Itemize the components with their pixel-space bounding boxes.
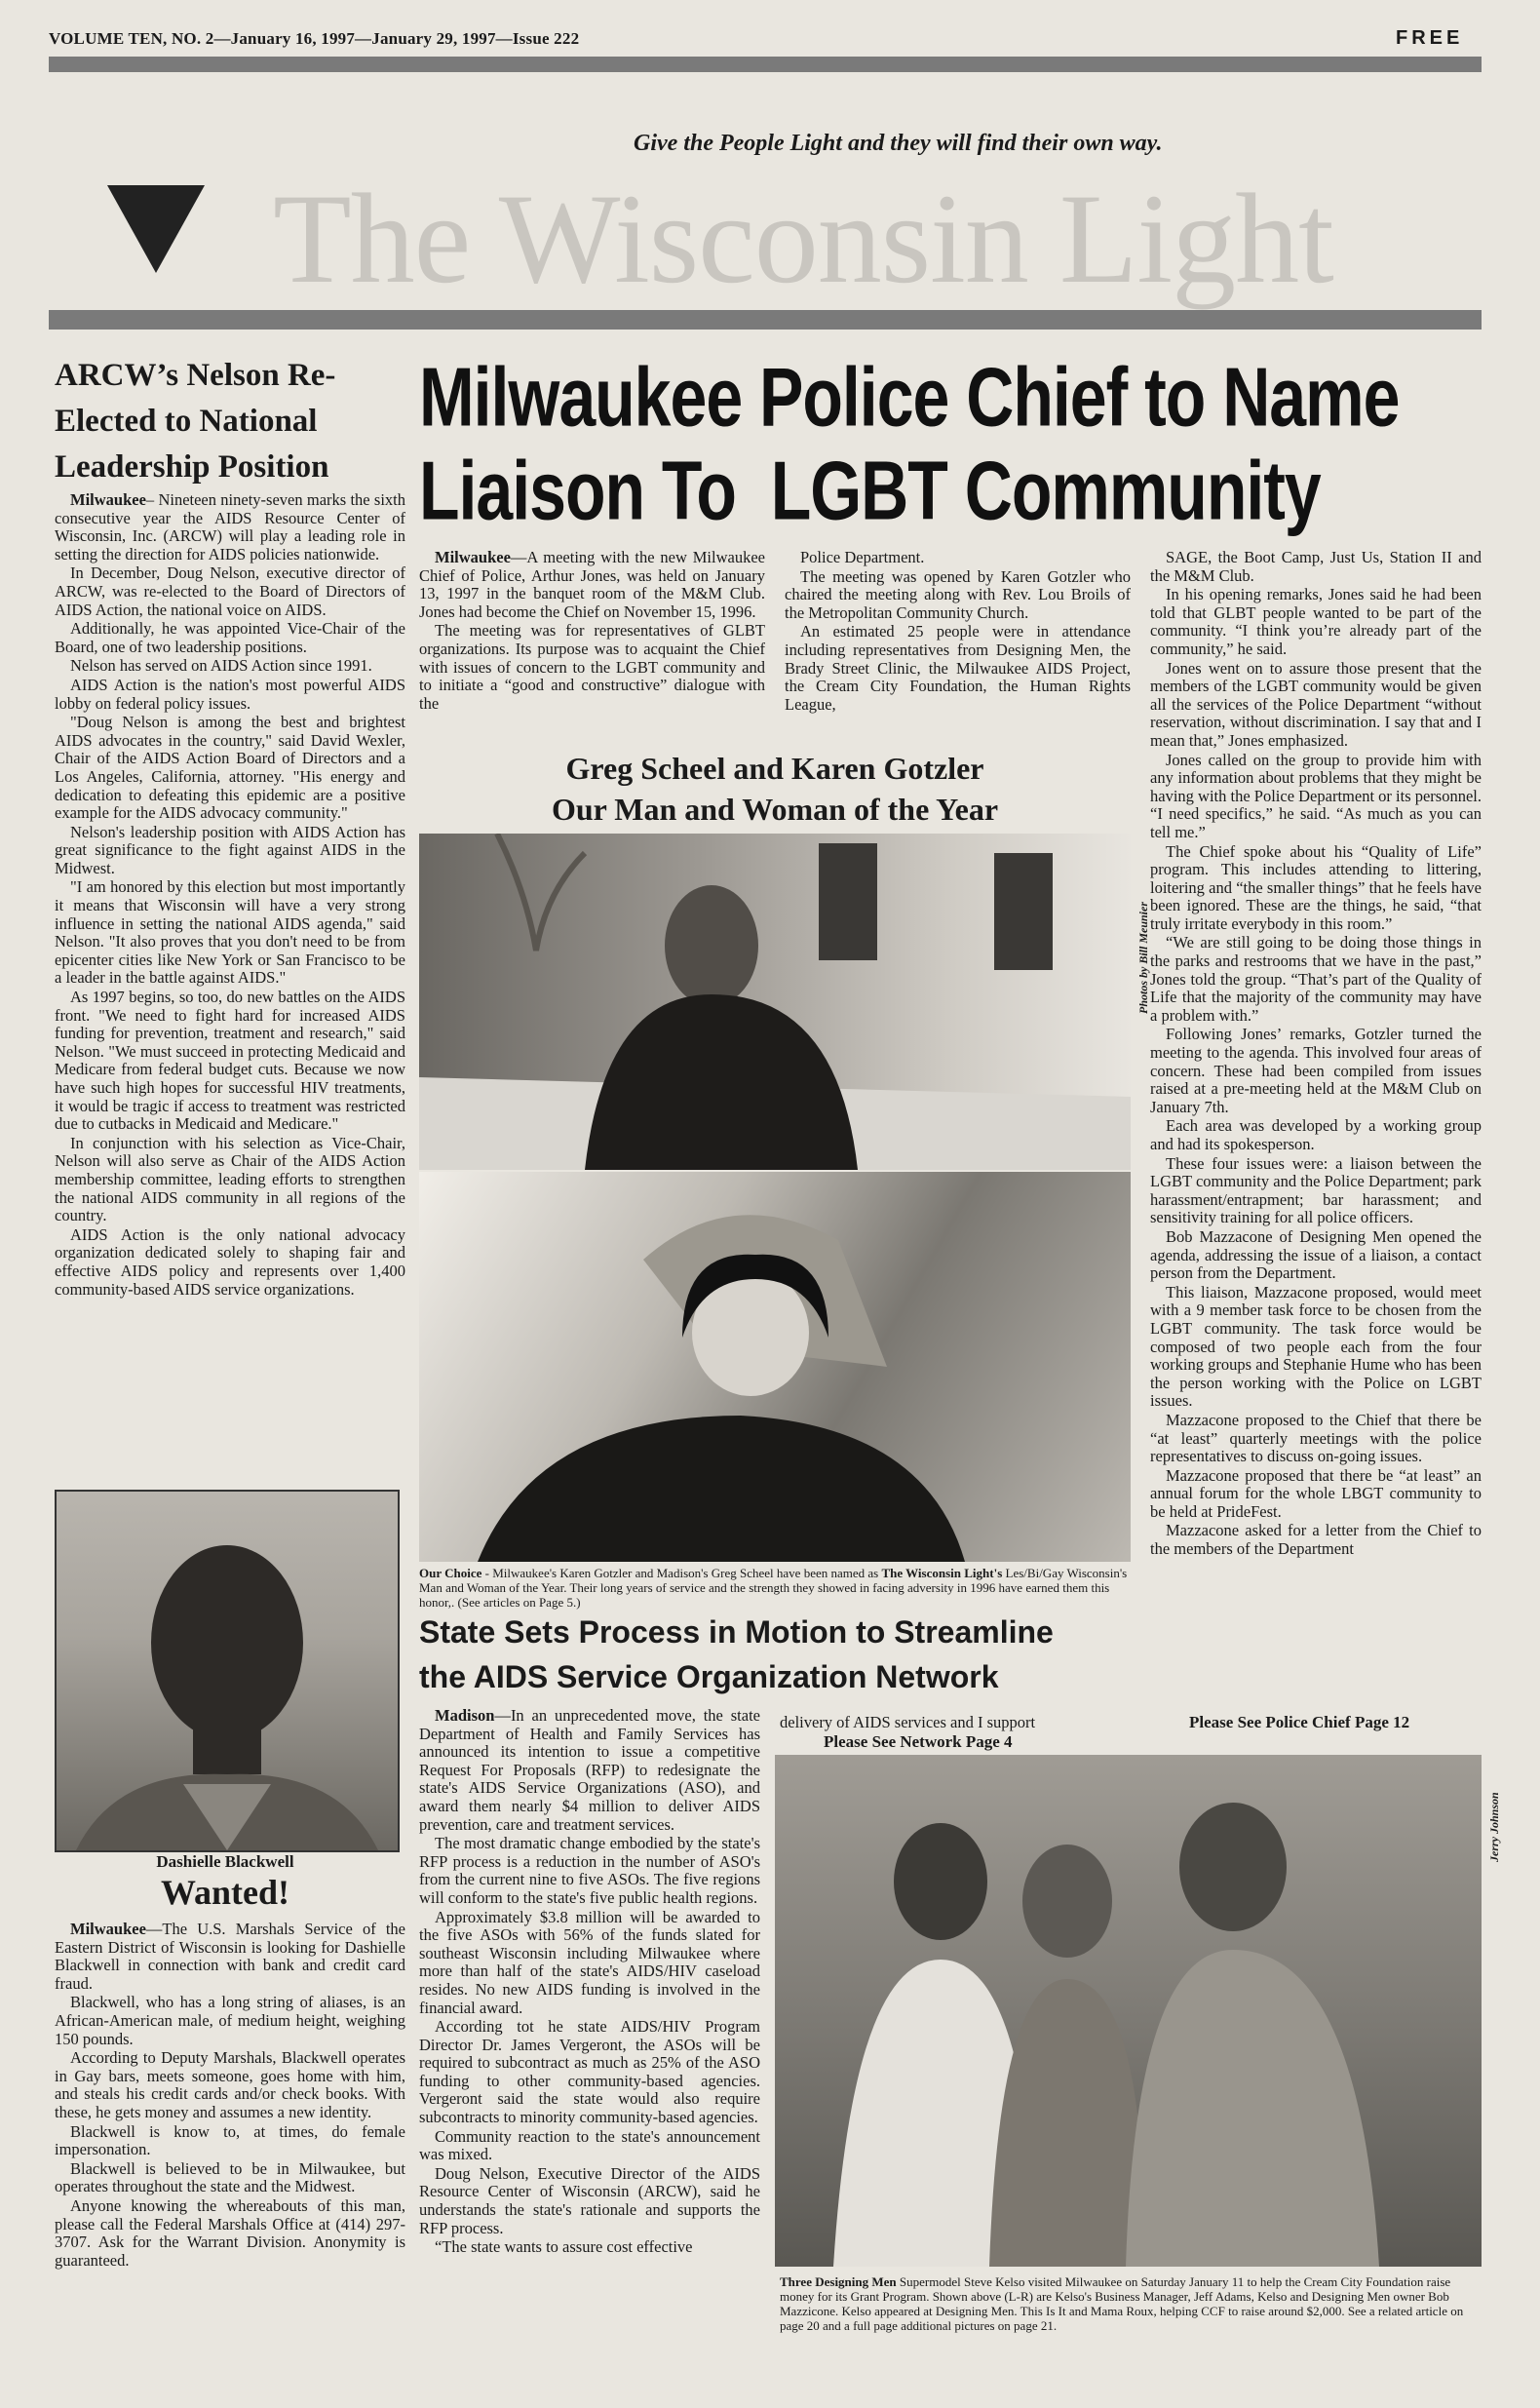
wanted-paragraph: Blackwell, who has a long string of aliases, is an African-American male, of medium height, weighing 150 pounds.	[55, 1993, 405, 2048]
price-label: FREE	[1396, 27, 1464, 49]
feature-caption: Our Choice - Milwaukee's Karen Gotzler and Madison's Greg Scheel have been named as The Wisconsin Light's Les/Bi/Gay Wisconsin's Man and Woman of the Year. Their long years of service and the strength they showed in facing adversity in 1996 have earned them this honor,. (See articles on Page 5.)	[419, 1566, 1128, 1610]
police-story-paragraph: Jones went on to assure those present that the members of the LGBT community would be given all the services of the Police Department “without reservation, without discrimination. I say that and I mean that,” Jones emphasized.	[1150, 658, 1482, 750]
feature-headline-line-2: Our Man and Woman of the Year	[551, 792, 999, 827]
police-chief-continued-link[interactable]: Please See Police Chief Page 12	[1189, 1713, 1410, 1731]
designing-men-caption: Three Designing Men Supermodel Steve Kelso visited Milwaukee on Saturday January 11 to help the Cream City Foundation raise money for its Grant Program. Shown above (L-R) are Kelso's Business Manager, Jeff Adams, Kelso and Designing Men owner Bob Mazzicone. Kelso appeared at Designing Men. This Is It and Mama Roux, helping CCF to raise around $2,000. See a related article on page 20 and a full page additional pictures on page 21.	[780, 2274, 1464, 2333]
police-story-paragraph: The meeting was opened by Karen Gotzler who chaired the meeting along with Rev. Lou Broils of the Metropolitan Community Church.	[785, 566, 1131, 622]
main-headline-line-2: Liaison To LGBT Community	[419, 445, 1321, 538]
wanted-paragraph: Anyone knowing the whereabouts of this man, please call the Federal Marshals Office at (414) 297-3707. Ask for the Warrant Division. Anonymity is guaranteed.	[55, 2195, 405, 2270]
police-story-paragraph: “We are still going to be doing those things in the parks and restrooms that we have in the past,” Jones told the group. “That’s part of the Quality of Life that the majority of the community may have a problem with.”	[1150, 933, 1482, 1025]
state-story-paragraph: Doug Nelson, Executive Director of the AIDS Resource Center of Wisconsin (ARCW), said he understands the state's rationale and supports the RFP process.	[419, 2163, 760, 2237]
state-story-col-1	[419, 1707, 760, 2389]
wanted-headline: Wanted!	[160, 1873, 289, 1912]
police-story-paragraph: Mazzacone proposed that there be “at least” an annual forum for the whole LBGT community to be held at PrideFest.	[1150, 1465, 1482, 1521]
greg-scheel-photo	[419, 834, 1131, 1170]
wanted-photo-caption: Dashielle Blackwell	[156, 1852, 294, 1871]
masthead-top-bar	[49, 57, 1482, 72]
arcw-headline: ARCW’s Nelson Re-Elected to National Leadership Position	[55, 358, 336, 485]
network-continued-link[interactable]: Please See Network Page 4	[824, 1732, 1013, 1751]
state-story-paragraph: Approximately $3.8 million will be awarded to the five ASOs with 56% of the funds slated for southeast Wisconsin including Milwaukee where more than half of the state's AIDS/HIV caseload resides. No new AIDS funding is involved in the financial award.	[419, 1907, 760, 2017]
wanted-paragraph: Blackwell is believed to be in Milwaukee, but operates throughout the state and the Midwest.	[55, 2158, 405, 2196]
police-story-paragraph: Police Department.	[800, 549, 925, 566]
police-story-col-3	[1150, 549, 1482, 1699]
wanted-body	[55, 1921, 405, 2379]
state-story-col-2: delivery of AIDS services and I support	[780, 1713, 1036, 1731]
newspaper-title: The Wisconsin Light	[273, 167, 1333, 310]
police-story-col-1	[419, 549, 765, 761]
police-story-paragraph: In his opening remarks, Jones said he had been told that GLBT people wanted to be part of the community. “I think you’re already part of the community,” he said.	[1150, 585, 1482, 658]
police-story-paragraph: These four issues were: a liaison between the LGBT community and the Police Department; park harassment/entrapment; bar harassment; and sensitivity training for all police officers.	[1150, 1153, 1482, 1227]
arcw-paragraph: As 1997 begins, so too, do new battles on the AIDS front. "We need to fight hard for increased AIDS funding for prevention, treatment and research," said Nelson. "We must succeed in protecting Medicaid and Medicare from federal budget cuts. Because we now have such high hopes for successful HIV treatments, it would be tragic if access to treatment was restricted due to cutbacks in Medicaid and Medicare."	[55, 988, 405, 1134]
triangle-logo-icon	[107, 185, 205, 273]
arcw-paragraph: In conjunction with his selection as Vice-Chair, Nelson will also serve as Chair of the AIDS Action membership committee, leading efforts to strengthen the national AIDS community in all regions of the country.	[55, 1133, 405, 1225]
police-story-paragraph: Bob Mazzacone of Designing Men opened the agenda, addressing the issue of a liaison, a contact person from the Department.	[1150, 1226, 1482, 1283]
state-story-paragraph: Community reaction to the state's announcement was mixed.	[419, 2126, 760, 2164]
police-story-paragraph: The meeting was for representatives of GLBT organizations. Its purpose was to acquaint the Chief with issues of concern to the LGBT community and to initiate a “good and constructive” dialogue with the	[419, 621, 765, 713]
designing-men-photo	[775, 1755, 1482, 2267]
police-story-col-2	[785, 549, 1131, 761]
main-headline-line-1: Milwaukee Police Chief to Name	[419, 351, 1400, 445]
arcw-paragraph: AIDS Action is the only national advocacy organization dedicated solely to shaping fair and effective AIDS policy and represents over 1,400 community-based AIDS service organizations.	[55, 1224, 405, 1299]
arcw-paragraph: Nelson's leadership position with AIDS Action has great significance to the fight against AIDS in the Midwest.	[55, 822, 405, 877]
police-story-paragraph: Mazzacone proposed to the Chief that there be “at least” quarterly meetings with the police representatives to discuss on-going issues.	[1150, 1410, 1482, 1466]
state-story-paragraph: The most dramatic change embodied by the state's RFP process is a reduction in the number of ASO's from the current nine to five ASOs. The five regions will conform to the state's five public health regions.	[419, 1834, 760, 1907]
wanted-photo	[55, 1490, 400, 1852]
masthead-bottom-bar	[49, 310, 1482, 330]
state-headline-line-1: State Sets Process in Motion to Streamline	[419, 1614, 1054, 1650]
arcw-paragraph: In December, Doug Nelson, executive director of ARCW, was re-elected to the Board of Directors of AIDS Action, the national voice on AIDS.	[55, 563, 405, 619]
tagline: Give the People Light and they will find their own way.	[634, 131, 1163, 156]
police-story-paragraph: This liaison, Mazzacone proposed, would meet with a 9 member task force to be chosen from the LGBT community. The task force would be composed of two people each from the four working groups and Stephanie Hume who has been the person working with the Police on LGBT issues.	[1150, 1282, 1482, 1411]
issue-line: VOLUME TEN, NO. 2—January 16, 1997—January 29, 1997—Issue 222	[49, 29, 580, 48]
state-story-paragraph: Madison—In an unprecedented move, the state Department of Health and Family Services has announced its intention to issue a competitive Request For Proposals (RFP) to redesignate the state's AIDS Service Organizations (ASO), and award them nearly $4 million to deliver AIDS prevention, care and treatment services.	[419, 1707, 760, 1834]
police-story-paragraph: Mazzacone asked for a letter from the Chief to the members of the Department	[1150, 1521, 1482, 1559]
arcw-body	[55, 491, 405, 1478]
police-story-paragraph: Milwaukee—A meeting with the new Milwaukee Chief of Police, Arthur Jones, was held on January 13, 1997 in the banquet room of the M&M Club. Jones had become the Chief on November 15, 1996.	[419, 549, 765, 621]
feature-photo-credit: Photos by Bill Meunier	[1136, 901, 1150, 1014]
police-story-paragraph: Each area was developed by a working group and had its spokesperson.	[1150, 1116, 1482, 1153]
wanted-paragraph: Blackwell is know to, at times, do female impersonation.	[55, 2121, 405, 2159]
state-headline-line-2: the AIDS Service Organization Network	[419, 1659, 999, 1694]
police-story-paragraph: SAGE, the Boot Camp, Just Us, Station II and the M&M Club.	[1150, 549, 1482, 585]
state-story-paragraph: According tot he state AIDS/HIV Program Director Dr. James Vergeront, the ASOs will be required to subcontract as much as 25% of the ASO funding to other community-based agencies. Vergeront said the state would also require subcontracts to minority community-based agencies.	[419, 2017, 760, 2127]
karen-gotzler-photo	[419, 1172, 1131, 1562]
arcw-paragraph: Additionally, he was appointed Vice-Chair of the Board, one of two leadership positions.	[55, 619, 405, 656]
arcw-paragraph: Nelson has served on AIDS Action since 1991.	[70, 656, 372, 676]
police-story-paragraph: The Chief spoke about his “Quality of Life” program. This includes attending to littering, loitering and “the smaller things” that he feels have been ignored. These are the things, he said, “that truly irritate everybody in this room.”	[1150, 841, 1482, 933]
arcw-paragraph: Milwaukee– Nineteen ninety-seven marks the sixth consecutive year the AIDS Resource Center of Wisconsin, Inc. (ARCW) will play a leading role in setting the direction for AIDS policies nationwide.	[55, 491, 405, 563]
police-story-paragraph: An estimated 25 people were in attendance including representatives from Designing Men, the Brady Street Clinic, the Milwaukee AIDS Project, the Cream City Foundation, the Human Rights League,	[785, 622, 1131, 714]
police-story-paragraph: Following Jones’ remarks, Gotzler turned the meeting to the agenda. This involved four areas of concern. These had been compiled from issues raised at a pre-meeting held at the M&M Club on January 7th.	[1150, 1025, 1482, 1116]
police-story-paragraph: Jones called on the group to provide him with any information about problems that they might be having with the Police Department or its personnel. “I need specifics,” he said. “As much as you can tell me.”	[1150, 750, 1482, 841]
feature-headline-line-1: Greg Scheel and Karen Gotzler	[565, 751, 984, 786]
state-story-paragraph: “The state wants to assure cost effective	[435, 2237, 693, 2257]
arcw-paragraph: "I am honored by this election but most importantly it means that Wisconsin will have a very strong influence in setting the national AIDS agenda," said Nelson. "It also proves that you don't need to be from epicenter cities like New York or San Francisco to be a leader in the battle against AIDS."	[55, 877, 405, 988]
arcw-paragraph: AIDS Action is the nation's most powerful AIDS lobby on federal policy issues.	[55, 675, 405, 713]
arcw-paragraph: "Doug Nelson is among the best and brightest AIDS advocates in the country," said David Wexler, Chair of the AIDS Action Board of Directors and a Los Angeles, California, attorney. "His energy and dedication to defeating this epidemic are a positive example for the AIDS advocacy community."	[55, 713, 405, 823]
wanted-paragraph: According to Deputy Marshals, Blackwell operates in Gay bars, meets someone, goes home with him, and steals his credit cards and/or check books. With these, he gets money and assumes a new identity.	[55, 2048, 405, 2121]
designing-men-photo-credit: Jerry Johnson	[1487, 1792, 1501, 1862]
wanted-paragraph: Milwaukee—The U.S. Marshals Service of the Eastern District of Wisconsin is looking for Dashielle Blackwell in connection with bank and credit card fraud.	[55, 1921, 405, 1993]
